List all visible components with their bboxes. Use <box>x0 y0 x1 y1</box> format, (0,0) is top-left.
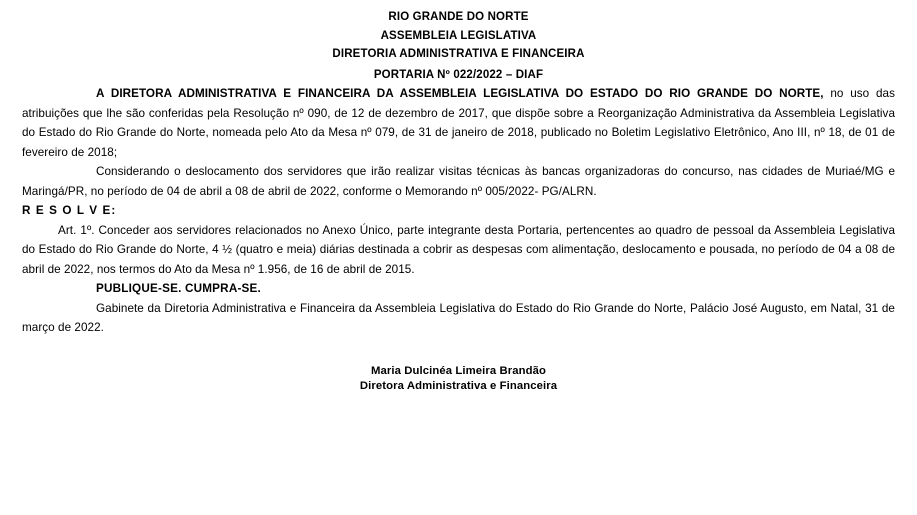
header-line-state: RIO GRANDE DO NORTE <box>388 11 529 23</box>
preamble-rest: no uso das atribuições que lhe são conferidas pela Resolução nº 090, de 12 de dezembro de 2017, que dispõe sobre a Reorganização Administrativa da Assembleia Legislativa do Estado do Rio Grande do Norte, nomeada pelo Ato da Mesa nº 079, de 31 de janeiro de 2018, publicado no Boletim Legislativo Eletrônico, Ano III, nº 18, de 01 de fevereiro de 2018; <box>22 87 895 159</box>
header-line-assembly: ASSEMBLEIA LEGISLATIVA <box>380 29 537 42</box>
considerando-text: Considerando o deslocamento dos servidores que irão realizar visitas técnicas às bancas organizadoras do concurso, nas cidades de Muriaé/MG e Maringá/PR, no período de 04 de abril a 08 de abril de 2022, conforme o Memorando nº 005/2022- PG/ALRN. <box>22 165 895 198</box>
closing-text: Gabinete da Diretoria Administrativa e Financeira da Assembleia Legislativa do Estado do Rio Grande do Norte, Palácio José Augusto, em Natal, 31 de março de 2022. <box>22 301 895 334</box>
document-header <box>22 8 895 84</box>
signature-role: Diretora Administrativa e Financeira <box>359 379 558 392</box>
publique-text: PUBLIQUE-SE. CUMPRA-SE. <box>96 282 261 295</box>
publique-paragraph <box>22 279 895 299</box>
closing-paragraph <box>22 299 895 338</box>
preamble-bold-lead: A DIRETORA ADMINISTRATIVA E FINANCEIRA DA ASSEMBLEIA LEGISLATIVA DO ESTADO DO RIO GRANDE DO NORTE, <box>96 87 824 100</box>
preamble-paragraph <box>22 84 895 162</box>
header-line-directorate: DIRETORIA ADMINISTRATIVA E FINANCEIRA <box>332 48 585 60</box>
resolve-label: R E S O L V E: <box>22 204 117 217</box>
signature-block <box>22 364 895 394</box>
article-1-text: Art. 1º. Conceder aos servidores relacionados no Anexo Único, parte integrante desta Portaria, pertencentes ao quadro de pessoal da Assembleia Legislativa do Estado do Rio Grande do Norte, 4 ½ (quatro e meia) diárias destinada a cobrir as despesas com alimentação, deslocamento e pousada, no período de 04 a 08 de abril de 2022, nos termos do Ato da Mesa nº 1.956, de 16 de abril de 2015. <box>22 223 895 276</box>
considerando-paragraph <box>22 162 895 201</box>
signature-name: Maria Dulcinéa Limeira Brandão <box>370 364 547 377</box>
article-1-paragraph <box>22 221 895 280</box>
header-line-portaria-number: PORTARIA Nº 022/2022 – DIAF <box>373 68 544 81</box>
